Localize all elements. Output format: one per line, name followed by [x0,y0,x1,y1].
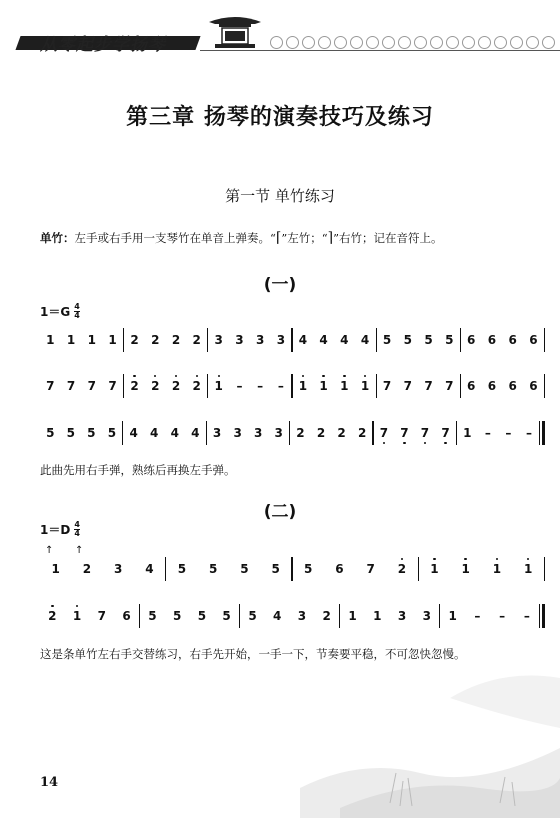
note: 3 [397,609,407,623]
note: – [523,609,530,623]
note: 5 [172,609,182,623]
measure [208,327,291,353]
note: 3 [235,333,244,347]
intro-paragraph: 单竹：左手或右手用一支琴竹在单音上弹奏。“⌈”左竹；“⌉”右竹；记在音符上。 [40,230,443,246]
note: 6 [467,379,476,393]
note: 2 [130,333,139,347]
note: 1 [51,562,60,576]
piece-2-comment: 这是条单竹左右手交替练习，右手先开始，一手一下，节奏要平稳，不可忽快忽慢。 [40,647,466,661]
note: 1 [66,333,76,347]
note: 1 [46,333,55,347]
note: 1 [463,426,472,440]
measure [40,603,139,629]
note: 1 [448,609,457,623]
note: 1 [319,379,328,393]
note: 7 [46,379,55,393]
note: – [236,379,243,393]
note: – [277,379,284,393]
measure [124,327,207,353]
note: 5 [66,426,75,440]
note: 7 [379,426,389,440]
bar-line [544,328,545,352]
note: 5 [445,333,454,347]
bar-line [544,557,545,581]
right-stick-mark: ⌉ [327,230,334,246]
note: 3 [253,426,263,440]
note: 6 [487,379,497,393]
header-rule [200,50,560,51]
note: 1 [108,333,117,347]
measure [166,556,291,582]
note: 2 [171,379,181,393]
note: 7 [97,609,106,623]
note: 4 [191,426,200,440]
note: 2 [192,333,201,347]
measure [207,420,289,446]
note: 6 [487,333,497,347]
note: 4 [150,426,159,440]
final-barline [539,604,545,628]
measure [240,603,339,629]
note: 1 [523,562,533,576]
chapter-title: 第三章 扬琴的演奏技巧及练习 [126,105,434,130]
note: 2 [82,562,92,576]
note: 2 [357,426,367,440]
note: 4 [129,426,138,440]
note: 6 [529,333,538,347]
measure [293,373,376,399]
note: 2 [192,379,201,393]
piece-1-line-2 [40,373,545,399]
note: 5 [222,609,231,623]
note: 3 [233,426,242,440]
measure [123,420,205,446]
note: 3 [113,562,123,576]
note: 3 [276,333,286,347]
series-logo: 从零起步学扬琴 [40,35,166,55]
measure [377,327,460,353]
note: 5 [382,333,392,347]
note: 2 [151,333,160,347]
note: 4 [298,333,308,347]
note: 7 [424,379,433,393]
note: 7 [445,379,454,393]
note: 7 [400,426,409,440]
piece-2-line-2 [40,603,545,629]
measure [293,556,418,582]
note: 5 [271,562,280,576]
note: 2 [337,426,346,440]
note: 3 [297,609,307,623]
note: 1 [461,562,470,576]
piece-2-key: 1＝D $\frac{4}{4}$ [40,520,80,538]
note: 5 [240,562,249,576]
note: 1 [373,609,382,623]
note: – [257,379,264,393]
note: 5 [208,562,218,576]
note: 7 [441,426,450,440]
note: 5 [403,333,412,347]
note: 1 [360,379,370,393]
note: 2 [171,333,181,347]
piece-1-comment: 此曲先用右手弹，熟练后再换左手弹。 [40,463,236,477]
note: 1 [87,333,96,347]
piece-1-line-3 [40,420,545,446]
note: 1 [348,609,357,623]
note: 3 [274,426,283,440]
note: 3 [422,609,431,623]
page-number: 14 [40,775,59,790]
note: 6 [467,333,476,347]
piece-2-line-1 [40,556,545,582]
note: 7 [420,426,430,440]
note: 7 [366,562,375,576]
measure [40,327,123,353]
note: 4 [145,562,154,576]
note: 6 [508,379,517,393]
note: 4 [170,426,179,440]
note: 6 [335,562,344,576]
note: – [474,609,481,623]
right-stick-arrow: ↑ [75,545,84,556]
note: – [499,609,506,623]
note: 1 [214,379,223,393]
measure [40,373,123,399]
note: 5 [424,333,433,347]
piece-1-number: (一) [263,275,297,295]
note: 5 [46,426,55,440]
piece-1-key: 1＝G $\frac{4}{4}$ [40,302,80,320]
note: 5 [303,562,313,576]
note: 5 [197,609,207,623]
note: 7 [66,379,76,393]
note: 2 [48,609,57,623]
note: 5 [148,609,157,623]
final-barline [539,421,545,445]
measure [40,556,165,582]
note: 5 [177,562,187,576]
note: 4 [319,333,328,347]
note: 1 [72,609,82,623]
measure [461,373,544,399]
landscape-decoration [300,638,560,818]
note: 6 [508,333,517,347]
note: 3 [212,426,222,440]
measure [440,603,539,629]
note: 4 [340,333,349,347]
note: 5 [107,426,117,440]
measure [290,420,372,446]
measure [461,327,544,353]
section-title: 第一节 单竹练习 [225,187,335,205]
left-stick-mark: ⌈ [275,230,282,246]
header-circles [270,36,555,49]
note: 7 [108,379,117,393]
piece-2-number: (二) [263,502,297,522]
note: 1 [430,562,439,576]
bar-line [544,374,545,398]
measure [377,373,460,399]
note: 3 [214,333,223,347]
pavilion-icon [205,10,265,52]
measure [140,603,239,629]
intro-term: 单竹： [40,231,75,245]
note: 7 [403,379,412,393]
measure [457,420,539,446]
measure [208,373,291,399]
measure [124,373,207,399]
measure [40,420,122,446]
note: 2 [151,379,160,393]
note: – [505,426,512,440]
note: 1 [298,379,308,393]
note: – [484,426,491,440]
left-stick-arrow: ↑ [45,545,54,556]
note: 7 [382,379,392,393]
note: 6 [529,379,538,393]
note: 2 [316,426,326,440]
piece-1-line-1 [40,327,545,353]
measure [374,420,456,446]
note: 2 [322,609,331,623]
note: 2 [397,562,407,576]
note: 1 [340,379,349,393]
note: – [525,426,532,440]
note: 7 [87,379,96,393]
note: 1 [492,562,502,576]
measure [419,556,544,582]
note: 3 [255,333,265,347]
note: 6 [122,609,131,623]
note: 2 [296,426,305,440]
note: 5 [248,609,257,623]
measure [293,327,376,353]
note: 5 [87,426,96,440]
note: 2 [130,379,139,393]
note: 4 [360,333,370,347]
measure [340,603,439,629]
note: 4 [273,609,282,623]
